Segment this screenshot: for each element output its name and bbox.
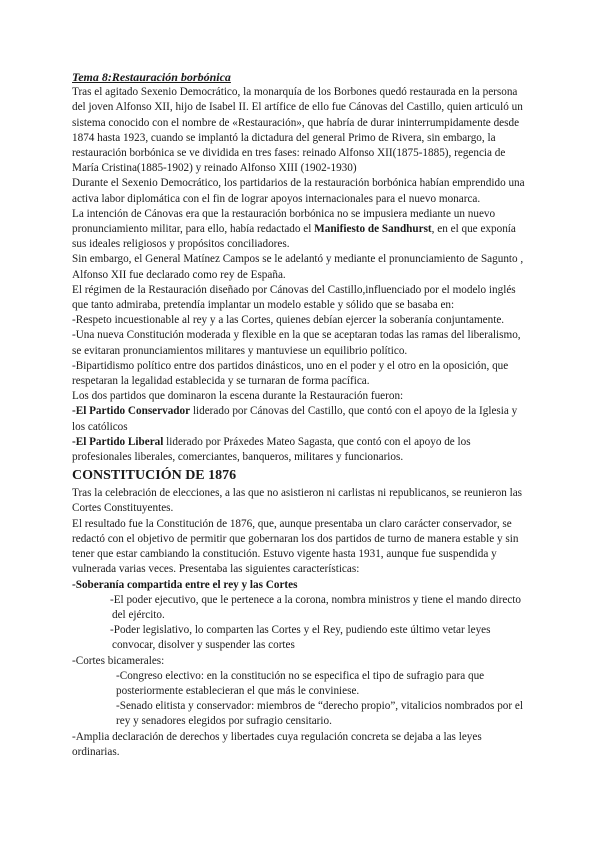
paragraph-sagunto: Sin embargo, el General Matínez Campos se le adelantó y mediante el pronunciamiento de Sagunto , Alfonso XII fue declarado como rey de España.	[72, 253, 524, 281]
list-item-liberal	[72, 435, 530, 465]
paragraph-resultado: El resultado fue la Constitución de 1876, que, aunque presentaba un claro carácter conservador, se redactó con el objetivo de permitir que gobernaran los dos partidos de turno de manera estable y sin tener que estar cambiando la constitución. Estuvo vigente hasta 1931, aunque fue suspendida y vulnerada varias veces. Presentaba las siguientes características:	[72, 517, 519, 576]
party-liberal: -El Partido Liberal	[72, 435, 164, 448]
sublist-item-ejecutivo: -El poder ejecutivo, que le pertenece a la corona, nombra ministros y tiene el mando directo del ejército.	[110, 593, 521, 621]
paragraph-intro: Tras el agitado Sexenio Democrático, la monarquía de los Borbones quedó restaurada en la persona del joven Alfonso XII, hijo de Isabel II. El artífice de ello fue Cánovas del Castillo, quien articuló un sistema conocido con el nombre de «Restauración», que habría de durar ininterrumpidamente desde 1874 hasta 1923, cuando se implantó la dictadura del general Primo de Rivera, sin embargo, la restauración borbónica se ve dividida en tres fases: reinado Alfonso XII(1875-1885), regencia de María Cristina(1885-1902) y reinado Alfonso XIII (1902-1930)	[72, 86, 523, 175]
list-item-derechos: -Amplia declaración de derechos y libertades cuya regulación concreta se dejaba a las leyes ordinarias.	[72, 730, 482, 758]
sublist-item-legislativo: -Poder legislativo, lo comparten las Cortes y el Rey, pudiendo este último vetar leyes convocar, disolver y suspender las cortes	[110, 624, 491, 652]
sublist-item-senado: -Senado elitista y conservador: miembros de “derecho propio”, vitalicios nombrados por el rey y senadores elegidos por sufragio censitario.	[116, 700, 523, 728]
text-span: liderado por Cánovas del Castillo, que contó con el apoyo de la Iglesia y los católicos	[72, 405, 518, 433]
list-item-respeto: -Respeto incuestionable al rey y a las Cortes, quienes debían ejercer la soberanía conjuntamente.	[72, 314, 505, 327]
party-conservador: -El Partido Conservador	[72, 405, 191, 418]
text-span: liderado por Práxedes Mateo Sagasta, que contó con el apoyo de los profesionales liberales, comerciantes, banqueros, militares y funcionarios.	[72, 435, 471, 464]
list-item-bipartidismo: -Bipartidismo político entre dos partidos dinásticos, uno en el poder y el otro en la oposición, que respetaran la legalidad establecida y se turnaran de forma pacífica.	[72, 359, 509, 388]
list-item-bicamerales: -Cortes bicamerales:	[72, 654, 165, 667]
paragraph-partidos: Los dos partidos que dominaron la escena durante la Restauración fueron:	[72, 390, 404, 403]
list-item-conservador	[72, 404, 530, 434]
text-span: , en el que exponía sus ideales religiosos y propósitos conciliadores.	[72, 223, 516, 251]
text-span: La intención de Cánovas era que la restauración borbónica no se impusiera mediante un nuevo pronunciamiento militar, para ello, había redactado el	[72, 207, 496, 236]
paragraph-canovas	[72, 207, 530, 253]
paragraph-regimen: El régimen de la Restauración diseñado por Cánovas del Castillo,influenciado por el modelo inglés que tanto admiraba, pretendía implantar un modelo estable y sólido que se basaba en:	[72, 283, 516, 312]
paragraph-elecciones: Tras la celebración de elecciones, a las que no asistieron ni carlistas ni republicanos, se reunieron las Cortes Constituyentes.	[72, 487, 523, 515]
paragraph-diplomacy: Durante el Sexenio Democrático, los partidarios de la restauración borbónica habían emprendido una activa labor diplomática con el fin de lograr apoyos internacionales para el nuevo monarca.	[72, 177, 525, 205]
section-heading: CONSTITUCIÓN DE 1876	[72, 468, 237, 484]
list-item-constitucion: -Una nueva Constitución moderada y flexible en la que se aceptaran todas las ramas del liberalismo, se evitaran pronunciamientos militares y mantuviese un equilibrio político.	[72, 329, 521, 357]
page-title: Tema 8:Restauración borbónica	[72, 70, 231, 84]
list-item-soberania: -Soberanía compartida entre el rey y las Cortes	[72, 578, 298, 591]
sublist-item-congreso: -Congreso electivo: en la constitución no se especifica el tipo de sufragio para que posteriormente establecieran el que más le conviniese.	[116, 669, 485, 697]
document-page	[72, 70, 530, 760]
manifesto-bold: Manifiesto de Sandhurst	[314, 223, 432, 236]
